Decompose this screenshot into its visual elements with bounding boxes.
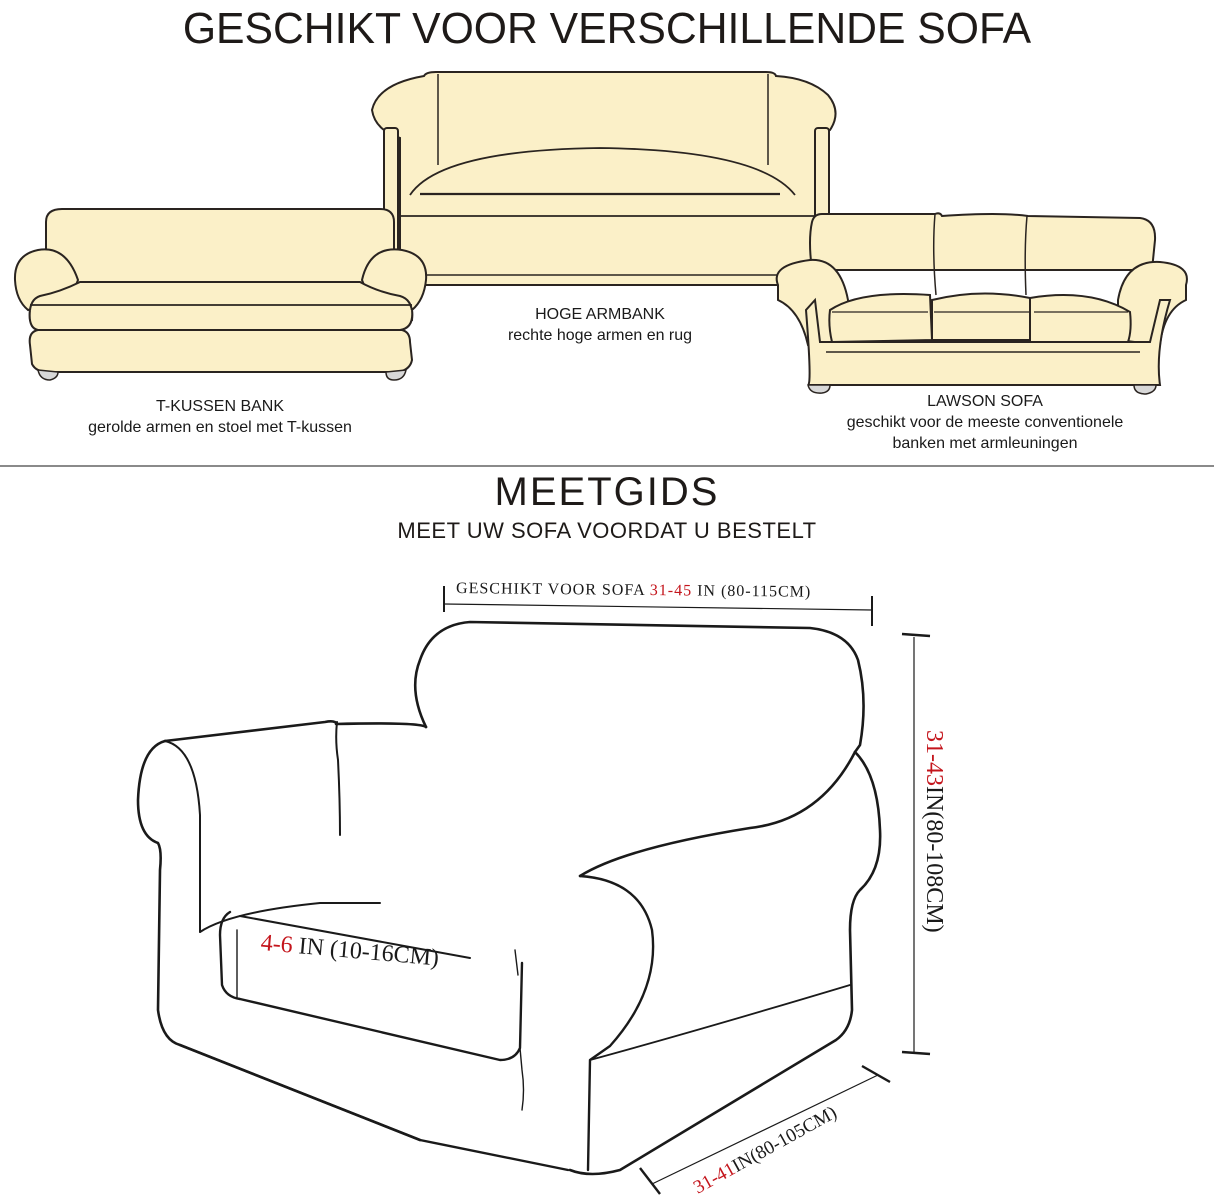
caption-title: T-KUSSEN BANK xyxy=(155,398,285,415)
width-dimension-line xyxy=(444,604,872,610)
caption-description: banken met armleuningen xyxy=(892,435,1078,452)
caption-title: HOGE ARMBANK xyxy=(535,306,665,323)
guide-title: MEETGIDS xyxy=(494,470,720,514)
page-title: GESCHIKT VOOR VERSCHILLENDE SOFA xyxy=(182,4,1032,53)
caption-description: rechte hoge armen en rug xyxy=(507,327,693,344)
armchair-icon xyxy=(138,622,880,1174)
dimension-lines xyxy=(444,586,930,1194)
cushion-range: 4-6 xyxy=(259,930,294,959)
depth-suffix: IN(80-105CM) xyxy=(728,1102,841,1177)
depth-range: 31-41 xyxy=(690,1158,739,1199)
caption-description: geschikt voor de meeste conventionele xyxy=(846,414,1124,431)
height-dimension-label xyxy=(920,730,947,933)
cushion-suffix: IN (10-16CM) xyxy=(291,932,440,972)
width-suffix: IN (80-115CM) xyxy=(692,582,812,601)
height-range: 31-43 xyxy=(921,730,947,786)
width-dimension-label xyxy=(456,580,811,602)
height-suffix: IN(80-108CM) xyxy=(921,786,947,933)
caption-description: gerolde armen en stoel met T-kussen xyxy=(88,419,352,436)
guide-subtitle: MEET UW SOFA VOORDAT U BESTELT xyxy=(397,518,817,543)
width-prefix: GESCHIKT VOOR SOFA xyxy=(456,580,650,600)
width-range: 31-45 xyxy=(649,582,693,600)
caption-title: LAWSON SOFA xyxy=(927,393,1043,410)
